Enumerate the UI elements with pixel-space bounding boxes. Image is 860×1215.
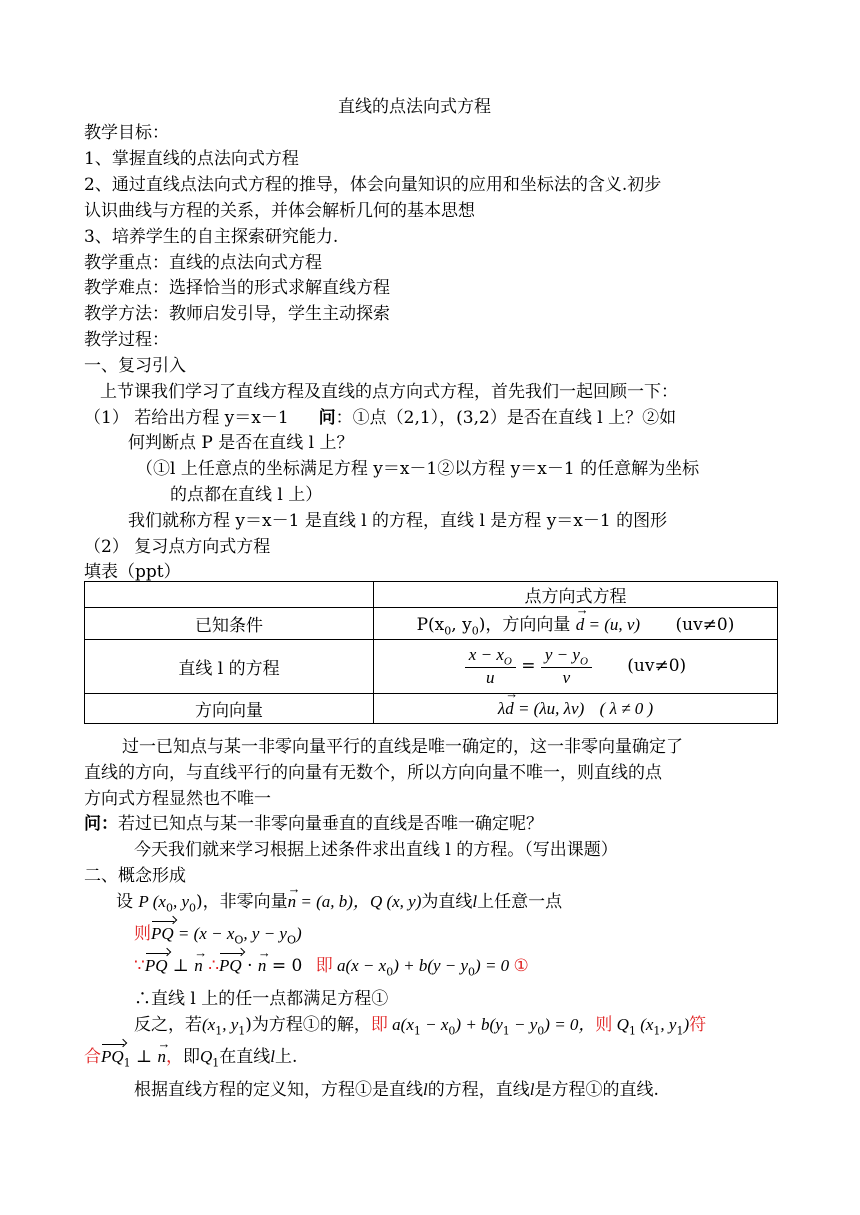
t: )，非零向量: [196, 892, 288, 912]
sub: 1: [628, 1024, 636, 1038]
vector-n: → n: [157, 1046, 166, 1068]
question-text: 若过已知点与某一非零向量垂直的直线是否唯一确定呢？: [118, 814, 543, 834]
t: ): [296, 924, 302, 943]
t: 在直线: [219, 1047, 271, 1067]
equation-mark: ①: [513, 956, 529, 976]
t: ): [683, 1015, 690, 1034]
t: ) = 0，: [544, 1015, 596, 1034]
t: (x: [148, 892, 166, 911]
t: 上.: [274, 1047, 298, 1067]
t: , y: [172, 892, 189, 911]
question-label: 问：: [84, 814, 118, 834]
page-title: 直线的点法向式方程: [338, 97, 491, 117]
item-2: （2） 复习点方向式方程: [84, 537, 271, 557]
after-1: 过一已知点与某一非零向量平行的直线是唯一确定的，这一非零向量确定了: [122, 737, 683, 757]
vector-pq: PQ: [219, 956, 242, 975]
t: 上任意一点: [477, 892, 563, 912]
t: 是方程①的直线.: [534, 1080, 659, 1100]
t: ) = 0: [475, 956, 514, 975]
denominator: v: [562, 668, 571, 688]
num-text: x − x: [468, 644, 504, 664]
sub: O: [286, 933, 296, 947]
t: , y: [660, 1015, 677, 1034]
concept-line-4: ∴直线 l 上的任一点都满足方程①: [134, 989, 389, 1009]
numerator: [465, 645, 516, 668]
t: = 0: [266, 956, 303, 976]
today-line: 今天我们就来学习根据上述条件求出直线 l 的方程。（写出课题）: [134, 840, 618, 860]
concept-line-6: [84, 1046, 297, 1074]
item-1-answer: （①l 上任意点的坐标满足方程 y＝x－1②以方程 y＝x－1 的任意解为坐标: [136, 459, 700, 479]
line-l: l: [423, 1080, 428, 1099]
table-row: [85, 694, 778, 724]
t: − x: [420, 1015, 449, 1034]
t: ，: [165, 1047, 183, 1067]
t: 即: [182, 1047, 200, 1067]
sub: 1: [676, 1024, 684, 1038]
t: 为直线: [421, 892, 473, 912]
t: 反之，若: [134, 1015, 202, 1035]
t: (x: [202, 1015, 216, 1034]
vector-pq1: PQ: [101, 1047, 124, 1066]
concept-line-3: [134, 955, 529, 983]
vector-d-value: = (u, v): [584, 614, 641, 634]
table-cell: 方向向量: [85, 694, 374, 724]
concept-line-5: [134, 1014, 706, 1042]
table-cell: [374, 640, 778, 694]
t: ·: [241, 956, 258, 976]
section-review: 一、复习引入: [84, 356, 186, 376]
p-text: , y: [451, 614, 472, 635]
line-l: l: [472, 892, 478, 911]
item-1-answer-cont: 的点都在直线 l 上）: [170, 485, 323, 505]
t: 符: [689, 1015, 707, 1035]
sub: 1: [238, 1024, 246, 1038]
t: , y − y: [243, 924, 287, 943]
vector-n: → n: [194, 955, 203, 977]
t: 即: [370, 1015, 388, 1035]
vector-n: → n: [258, 955, 267, 977]
t: 合: [84, 1047, 101, 1067]
t: ) + b(y − y: [393, 956, 469, 975]
t: 则: [134, 924, 151, 944]
teaching-goals-heading: 教学目标：: [84, 123, 169, 143]
table-cell: 已知条件: [85, 608, 374, 640]
num-text: y − y: [544, 644, 580, 664]
condition: ( λ ≠ 0 ): [599, 698, 654, 718]
vector-n: → n: [288, 891, 297, 913]
definition-line: 我们就称方程 y＝x－1 是直线 l 的方程，直线 l 是方程 y＝x－1 的图形: [128, 511, 668, 531]
table-cell: [374, 694, 778, 724]
t: , y: [222, 1015, 239, 1034]
line-l: l: [529, 1080, 535, 1099]
vector-d: → d: [576, 615, 585, 635]
point-p: P: [138, 892, 149, 911]
t: = (a, b)，: [296, 892, 370, 911]
fraction-y: [541, 645, 592, 688]
line-l: l: [270, 1047, 275, 1066]
goal-2-cont: 认识曲线与方程的关系，并体会解析几何的基本思想: [84, 201, 475, 221]
equals-sign: =: [521, 656, 541, 676]
therefore-sign: ∴: [208, 956, 220, 976]
t: a(x: [387, 1015, 414, 1034]
point-q: Q: [369, 892, 383, 911]
concept-line-2: [134, 923, 302, 951]
table-cell: [85, 582, 374, 608]
condition: (uv≠0): [675, 614, 735, 635]
sub: O: [234, 933, 244, 947]
goal-3: 3、培养学生的自主探索研究能力.: [84, 227, 339, 247]
teaching-process: 教学过程：: [84, 330, 169, 350]
t: 则: [595, 1015, 613, 1035]
vector-pq: PQ: [144, 956, 168, 975]
table-cell: 直线 l 的方程: [85, 640, 374, 694]
t: ) + b(y: [455, 1015, 503, 1034]
sub: 0: [468, 965, 476, 979]
goal-1: 1、掌握直线的点法向式方程: [84, 149, 299, 169]
t: 即: [315, 956, 333, 976]
question-line: [84, 813, 543, 835]
sub: 1: [413, 1024, 421, 1038]
condition: (uv≠0): [627, 656, 687, 676]
concept-line-7: [134, 1079, 659, 1101]
t: − y: [509, 1015, 538, 1034]
t: )为方程①的解，: [245, 1015, 371, 1035]
t: (x: [635, 1015, 654, 1034]
sub: 0: [537, 1024, 545, 1038]
review-intro: 上节课我们学习了直线方程及直线的点方向式方程，首先我们一起回顾一下：: [100, 382, 678, 402]
table-row: [85, 640, 778, 694]
sub: 1: [215, 1024, 223, 1038]
sub: 1: [502, 1024, 510, 1038]
question-label: 问: [318, 408, 336, 428]
goal-2: 2、通过直线点法向式方程的推导，体会向量知识的应用和坐标法的含义.初步: [84, 175, 662, 195]
sub: 0: [165, 901, 173, 915]
point-q1: Q: [612, 1015, 629, 1034]
section-concept: 二、概念形成: [84, 866, 186, 886]
numerator: [541, 645, 592, 668]
sub: 0: [444, 624, 452, 638]
p-text: )，方向向量: [478, 614, 571, 635]
because-sign: ∵: [134, 956, 145, 976]
sub: O: [503, 655, 512, 668]
vector-d: → d: [505, 699, 514, 719]
table-cell: [374, 608, 778, 640]
table-header: 点方向式方程: [374, 582, 778, 608]
sub: 0: [189, 901, 196, 915]
after-3: 方向式方程显然也不唯一: [84, 789, 271, 809]
sub: 0: [386, 965, 394, 979]
point-direction-table: [84, 581, 778, 724]
difficult-point: 教学难点：选择恰当的形式求解直线方程: [84, 278, 390, 298]
sub: O: [579, 655, 588, 668]
sub: 0: [471, 624, 479, 638]
item-1: [84, 407, 676, 429]
item-1-cont: 何判断点 P 是否在直线 l 上？: [128, 433, 354, 453]
t: ⊥: [167, 956, 195, 976]
sub: 1: [653, 1024, 661, 1038]
table-row: [85, 608, 778, 640]
vector-value: = (λu, λv): [513, 698, 585, 718]
t: 的方程，直线: [427, 1080, 530, 1100]
item-1-text: （1） 若给出方程 y＝x－1: [84, 408, 289, 428]
t: 设: [116, 892, 133, 912]
key-point: 教学重点：直线的点法向式方程: [84, 253, 322, 273]
after-2: 直线的方向，与直线平行的向量有无数个，所以方向向量不唯一，则直线的点: [84, 763, 662, 783]
t: a(x − x: [332, 956, 387, 975]
point-q1: Q: [199, 1047, 213, 1066]
t: 根据直线方程的定义知，方程①是直线: [134, 1080, 423, 1100]
lambda: λ: [497, 698, 506, 718]
vector-pq: PQ: [151, 924, 174, 943]
sub: 1: [212, 1056, 220, 1070]
sub: 0: [448, 1024, 456, 1038]
sub: 1: [123, 1056, 131, 1070]
item-1-question: ：①点（2,1），(3,2）是否在直线 l 上？②如: [335, 408, 677, 428]
teaching-method: 教学方法：教师启发引导，学生主动探索: [84, 304, 390, 324]
fraction-x: [465, 645, 516, 688]
fill-table-label: 填表（ppt）: [84, 562, 181, 582]
t: (x, y): [382, 892, 422, 911]
t: = (x − x: [173, 924, 235, 943]
p-text: P(x: [416, 614, 445, 635]
table-row: [85, 582, 778, 608]
denominator: u: [486, 668, 495, 688]
concept-line-1: [116, 891, 562, 919]
t: ⊥: [130, 1047, 158, 1067]
